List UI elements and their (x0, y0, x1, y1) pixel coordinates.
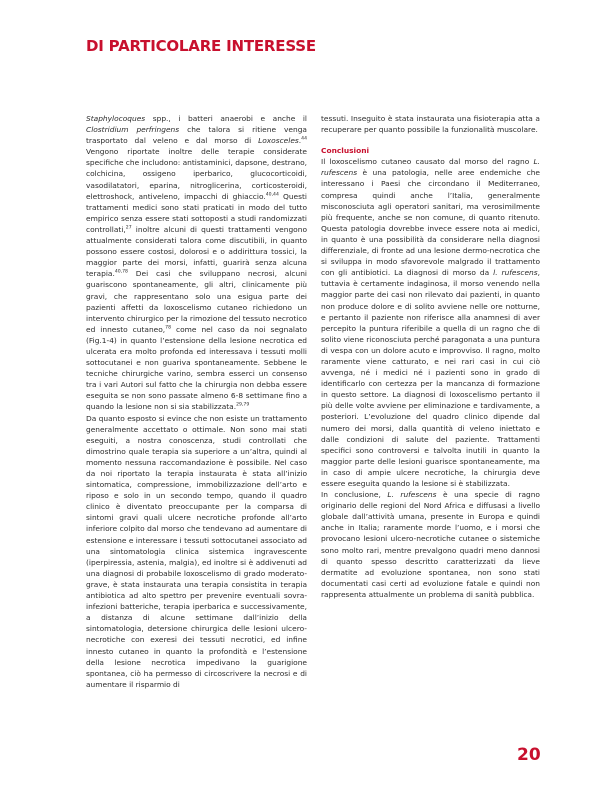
right-column (321, 113, 540, 600)
text-run: Dei casi che sviluppano necrosi, alcuni guariscono spontaneamente, gli altri, clinicamente più gravi, che rappresentano solo una esigua parte dei pazienti affetti da loxoscelismo cutaneo richiedono un intervento chirurgico per la rimozione del tessuto necrotico ed innesto cutaneo, (86, 269, 307, 334)
conclusions-heading: Conclusioni (321, 146, 370, 156)
citation: 44 (301, 136, 307, 142)
text-run: come nel caso da noi segnalato (Fig.1-4) in quanto l’estensione della lesione necrotica ed ulcerata era molto profonda ed interessava i tessuti molli sottocutanei e non guariva spontaneamente. Sebbene le tecniche chirurgiche varino, sembra esserci un consenso tra i vari Autori sul fatto che la chirurgia non debba essere eseguita se non sono passate almeno 6-8 settimane fino a quando la lesione non si sia stabilizzata. (86, 324, 307, 412)
text-run: spp., i batteri anaerobi e anche il (145, 114, 307, 123)
citation: 27 (125, 225, 132, 231)
page-number: 20 (517, 745, 541, 765)
left-paragraph-1 (86, 113, 307, 413)
text-run: che talora si ritiene venga trasportato dal veleno e dal morso di (86, 125, 307, 146)
italic-term: Loxosceles (258, 136, 299, 146)
italic-term: L. rufescens (387, 490, 437, 500)
left-column (86, 113, 307, 690)
text-run: è una specie di ragno originario delle regioni del Nord Africa e diffusasi a livello globale dall’attività umana, presente in Europa e quindi anche in Italia; raramente morde l’uomo, e i morsi che provocano lesioni ulcero-necrotiche cutanee o sistemiche sono molto rari, mentre prevalgono quadri meno dannosi di quanto spesso descritto caratterizzati da lieve dermatite ad evoluzione spontanea, non sono stati documentati casi certi ad evoluzione fatale e quindi non rappresenta attualmente un problema di sanità pubblica. (321, 490, 540, 599)
citation: 78 (165, 325, 172, 331)
italic-term: L. rufescens (321, 157, 540, 178)
text-run: . (298, 136, 302, 146)
text-run: In conclusione, (321, 490, 388, 500)
text-run: , tuttavia è certamente indaginosa, il morso venendo nella maggior parte dei casi non rilevato dai pazienti, in quanto non produce dolore e di solito avviene nelle ore notturne, e pertanto il paziente non riferisce alla anamnesi di aver percepito la puntura riferibile a quella di un ragno che di solito viene riconosciuta perché paragonata a una puntura di vespa con un dolore acuto e improvviso. Il ragno, molto raramente viene catturato, e nei rari casi in cui ciò avvenga, né i medici né i pazienti sono in grado di identificarlo con certezza per la mancanza di formazione in questo settore. La diagnosi di loxoscelismo pertanto il più delle volte avviene per eliminazione e tardivamente, a posteriori. L’evoluzione del quadro clinico dipende dal numero dei morsi, dalla quantità di veleno iniettato e dalle condizioni di salute del paziente. Trattamenti specifici sono controversi e talvolta inutili in quanto la maggior parte delle lesioni guarisce spontaneamente, ma in caso di ampie ulcere necrotiche, la chirurgia deve essere eseguita quando la lesione si è stabilizzata. (321, 268, 540, 488)
italic-term: Clostridium perfringens (86, 125, 180, 135)
citation: 40,78 (114, 269, 128, 275)
italic-term: l. rufescens (493, 268, 538, 278)
italic-term: Staphylocoques (86, 114, 146, 123)
text-run: Questi trattamenti medici sono stati praticati in modo del tutto empirico senza essere stati sottoposti a studi randomizzati controllati, (86, 191, 307, 234)
text-run: Vengono riportate inoltre delle terapie considerate specifiche che includono: antistaminici, dapsone, destrano, colchicina, ossigeno iperbarico, glucocorticoidi, vasodilatatori, eparina, nitroglicerina, corticosteroidi, elettroshock, antiveleno, impacchi di ghiaccio. (86, 147, 307, 201)
right-paragraph-2 (321, 156, 540, 489)
right-paragraph-3 (321, 489, 540, 600)
text-run: è una patologia, nelle aree endemiche che interessano i Paesi che circondano il Mediterraneo, compresa quindi anche l’Italia, generalmente misconosciuta agli operatori sanitari, ma verosimilmente più frequente, anche se non comune, di quanto ritenuto. Questa patologia dovrebbe invece essere nota ai medici, in quanto è una possibilità da considerare nella diagnosi differenziale, di fronte ad una lesione dermo-necrotica che si sviluppa in modo sfavorevole malgrado il trattamento con gli antibiotici. La diagnosi di morso da (321, 168, 540, 278)
section-title: DI PARTICOLARE INTERESSE (86, 37, 316, 55)
left-paragraph-2: Da quanto esposto si evince che non esiste un trattamento generalmente accettato o ottimale. Non sono mai stati eseguiti, a nostra conoscenza, studi controllati che dimostrino quale terapia sia superiore a un’altra, quindi al momento nessuna raccomandazione è possibile. Nel caso da noi riportato la terapia instaurata è stata all’inizio sintomatica, compressione, immobilizzazione dell’arto e riposo e solo in un secondo tempo, quando il quadro clinico è diventato preoccupante per la comparsa di sintomi gravi quali ulcere necrotiche profonde all’arto inferiore colpito dal morso che tendevano ad aumentare di estensione e interessare i tessuti sottocutanei associato ad una sintomatologia clinica sistemica ingravescente (iperpiressia, astenia, malgia), ed inoltre si è addivenuti ad una diagnosi di probabile loxoscelismo di grado moderato-grave, è stata instaurata una terapia consistita in terapia antibiotica ad alto spettro per prevenire eventuali sovra-infezioni batteriche, terapia iperbarica e successivamente, a distanza di alcune settimane dall’inizio della sintomatologia, detersione chirurgica delle lesioni ulcero-necrotiche con exeresi dei tessuti necrotici, ed infine innesto cutaneo in quanto la profondità e l’estensione della lesione necrotica impedivano la guarigione spontanea, ciò ha permesso di circoscrivere la necrosi e di aumentare il risparmio di (86, 413, 307, 689)
text-run: inoltre alcuni di questi trattamenti vengono attualmente considerati talora come discutibili, in quanto possono essere costosi, dolorosi e o addirittura tossici, la maggior parte dei morsi, infatti, guarirà senza alcuna terapia. (86, 224, 307, 279)
text-run: Il loxoscelismo cutaneo causato dal morso del ragno (321, 157, 534, 167)
citation: 29,79 (236, 402, 250, 408)
right-paragraph-1: tessuti. Inseguito è stata instaurata una fisioterapia atta a recuperare per quanto possibile la funzionalità muscolare. (321, 114, 540, 135)
citation: 40,44 (265, 192, 279, 198)
